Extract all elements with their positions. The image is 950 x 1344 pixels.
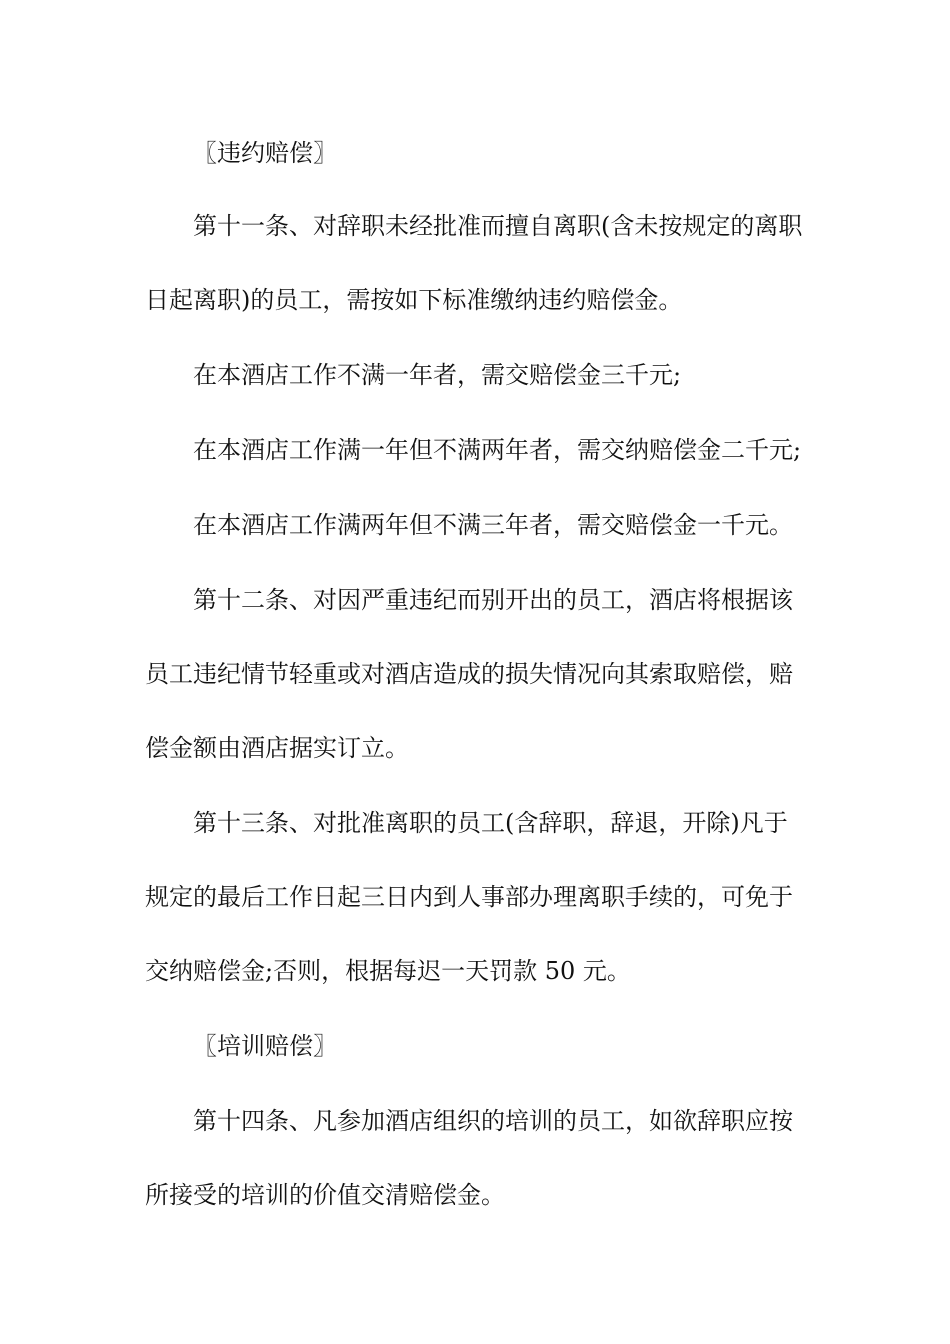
compensation-tier-2: 在本酒店工作满一年但不满两年者，需交纳赔偿金二千元; — [193, 436, 802, 464]
section-heading-breach-compensation: 〖违约赔偿〗 — [193, 139, 337, 167]
compensation-tier-1: 在本酒店工作不满一年者，需交赔偿金三千元; — [193, 361, 682, 389]
section-heading-training-compensation: 〖培训赔偿〗 — [193, 1032, 337, 1060]
article-13-line-3: 交纳赔偿金;否则，根据每迟一天罚款 50 元。 — [145, 957, 631, 985]
compensation-tier-3: 在本酒店工作满两年但不满三年者，需交赔偿金一千元。 — [193, 511, 793, 539]
article-13-line-1: 第十三条、对批准离职的员工(含辞职，辞退，开除)凡于 — [193, 809, 788, 837]
article-12-line-2: 员工违纪情节轻重或对酒店造成的损失情况向其索取赔偿，赔 — [145, 660, 793, 688]
article-13-line-2: 规定的最后工作日起三日内到人事部办理离职手续的，可免于 — [145, 883, 793, 911]
article-12-line-3: 偿金额由酒店据实订立。 — [145, 734, 409, 762]
article-11-line-2: 日起离职)的员工，需按如下标准缴纳违约赔偿金。 — [145, 286, 683, 314]
article-14-line-2: 所接受的培训的价值交清赔偿金。 — [145, 1181, 505, 1209]
article-14-line-1: 第十四条、凡参加酒店组织的培训的员工，如欲辞职应按 — [193, 1107, 793, 1135]
article-12-line-1: 第十二条、对因严重违纪而别开出的员工，酒店将根据该 — [193, 586, 793, 614]
article-11-line-1: 第十一条、对辞职未经批准而擅自离职(含未按规定的离职 — [193, 212, 803, 240]
